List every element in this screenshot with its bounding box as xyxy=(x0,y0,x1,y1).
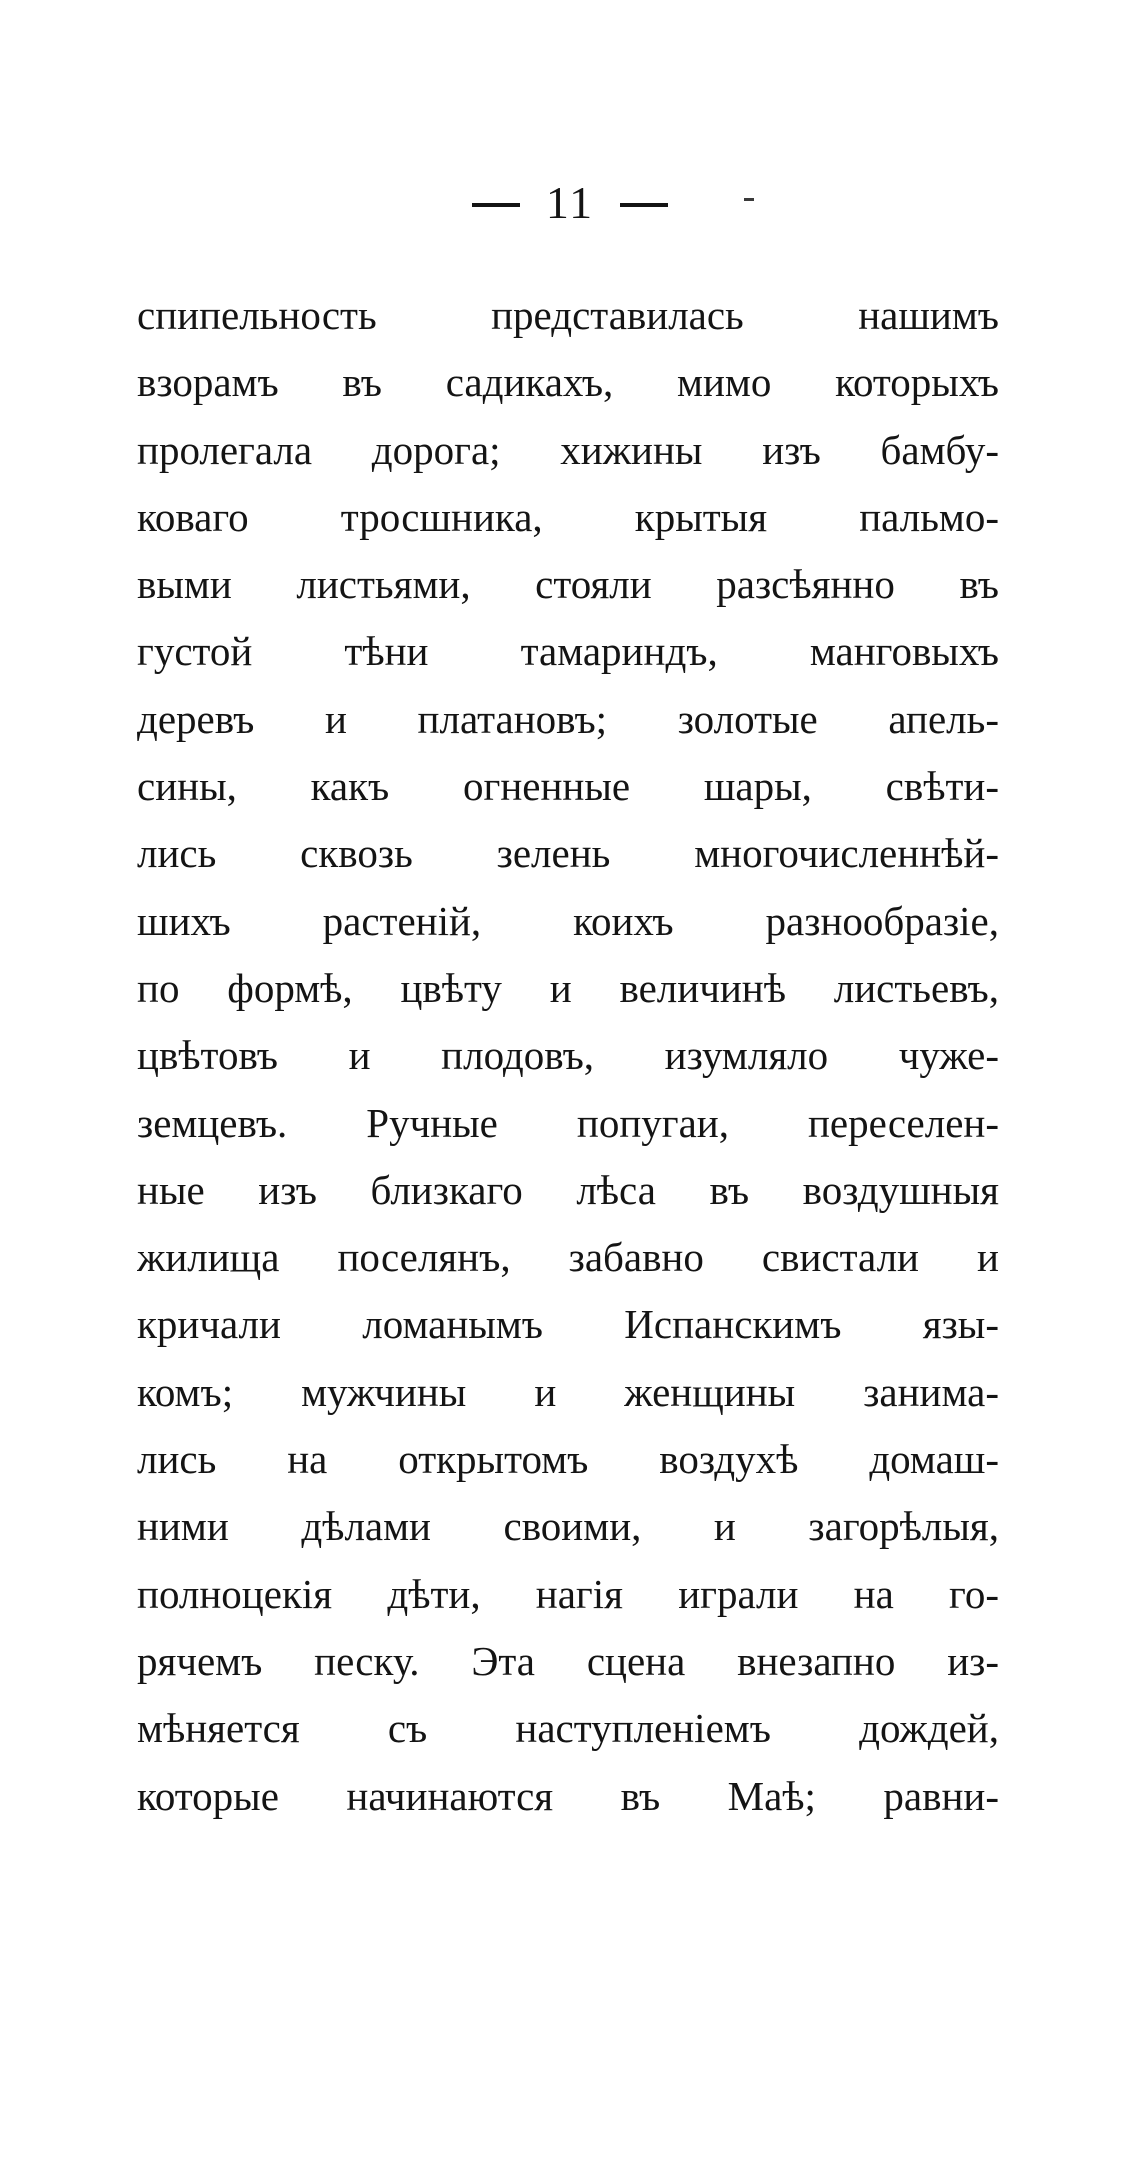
text-line: спипельность представилась нашимъ xyxy=(137,292,999,338)
text-line: деревъ и платановъ; золотые апель- xyxy=(137,695,999,742)
text-line: комъ; мужчины и женщины занима- xyxy=(137,1368,999,1415)
text-line: коваго тросшника, крытыя пальмо- xyxy=(137,493,999,540)
text-line: земцевъ. Ручные попугаи, переселен- xyxy=(137,1099,999,1146)
text-line: выми листьями, стояли разсѣянно въ xyxy=(137,561,999,608)
text-line: ними дѣлами своими, и загорѣлыя, xyxy=(137,1503,999,1550)
text-line: лись сквозь зелень многочисленнѣй- xyxy=(137,830,999,877)
text-line: цвѣтовъ и плодовъ, изумляло чуже- xyxy=(137,1032,999,1079)
text-line: сины, какъ огненные шары, свѣти- xyxy=(137,763,999,810)
body-text xyxy=(137,282,999,1830)
text-line: кричали ломанымъ Испанскимъ язы- xyxy=(137,1301,999,1348)
header-dash-right xyxy=(620,203,668,207)
text-line: мѣняется съ наступленіемъ дождей, xyxy=(137,1705,999,1752)
text-line: жилища поселянъ, забавно свистали и xyxy=(137,1234,999,1281)
text-line: которые начинаются въ Маѣ; равни- xyxy=(137,1772,999,1819)
text-line: лись на открытомъ воздухѣ домаш- xyxy=(137,1436,999,1483)
page-number: 11 xyxy=(545,177,595,228)
text-line: шихъ растеній, коихъ разнообразіе, xyxy=(137,897,999,944)
text-line: взорамъ въ садикахъ, мимо которыхъ xyxy=(137,359,999,406)
text-line: полноцекія дѣти, нагія играли на го- xyxy=(137,1570,999,1617)
header-dash-left xyxy=(472,203,520,207)
text-line: пролегала дорога; хижины изъ бамбу- xyxy=(137,426,999,473)
print-speck xyxy=(744,198,754,201)
text-line: густой тѣни тамариндъ, манговыхъ xyxy=(137,628,999,675)
text-line: ные изъ близкаго лѣса въ воздушныя xyxy=(137,1166,999,1213)
text-line: по формѣ, цвѣту и величинѣ листьевъ, xyxy=(137,964,999,1011)
page-header xyxy=(0,168,1140,238)
text-line: рячемъ песку. Эта сцена внезапно из- xyxy=(137,1637,999,1684)
